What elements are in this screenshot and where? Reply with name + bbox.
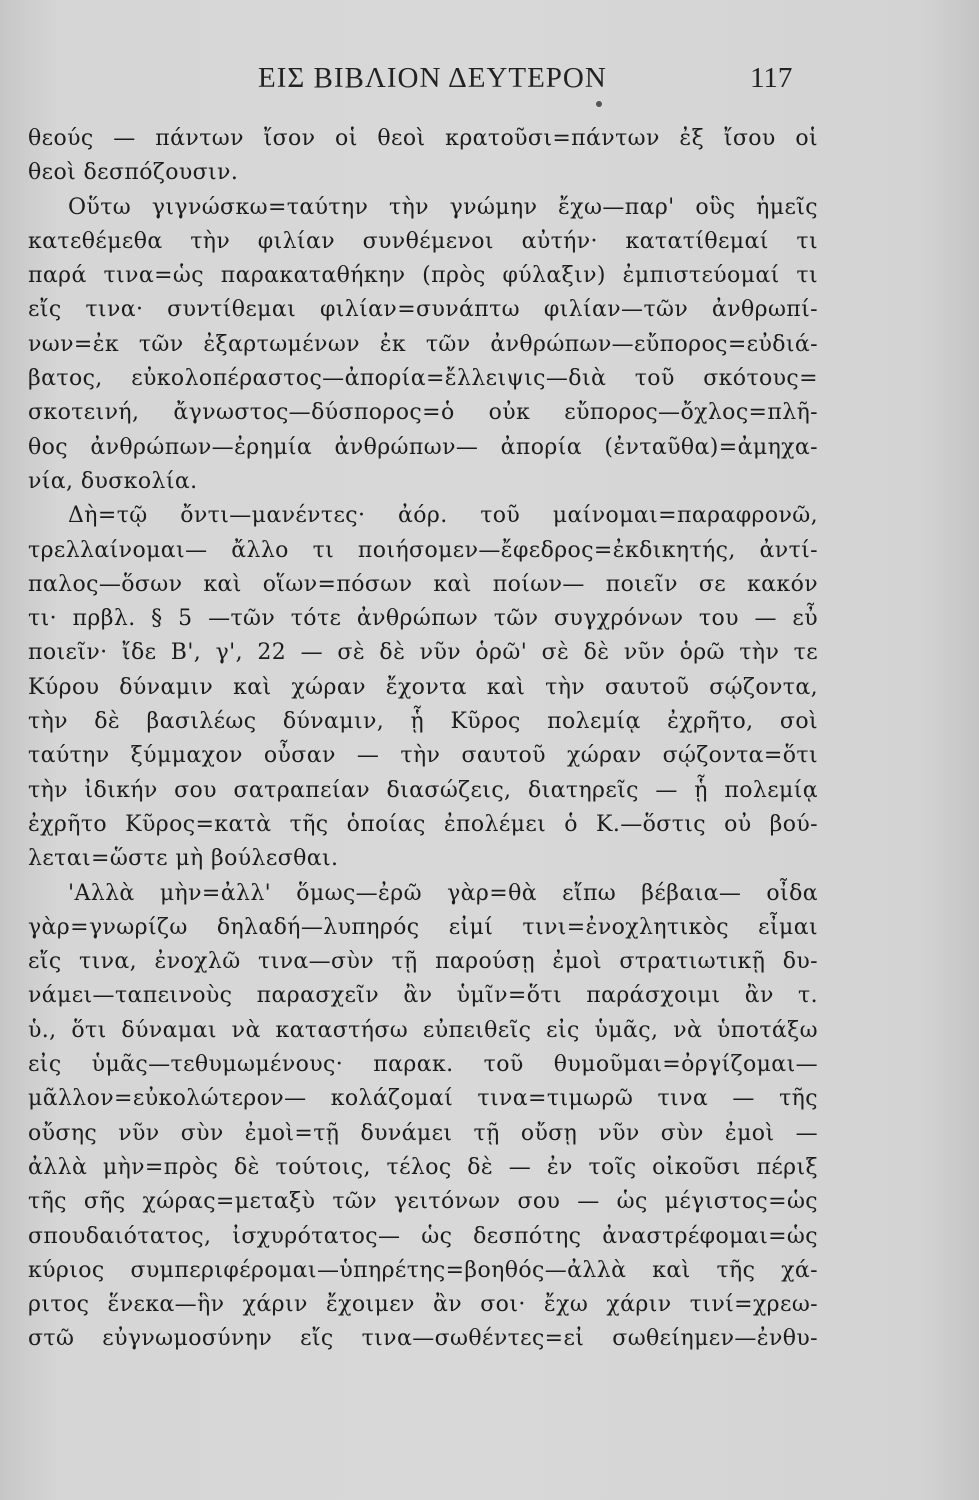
text-line: θεούς — πάντων ἴσον οἱ θεοὶ κρατοῦσι=πάντων ἐξ ἴσου οἱ	[28, 126, 818, 151]
running-head	[0, 62, 979, 102]
text-line: νία, δυσκολία.	[28, 468, 198, 494]
page-number: 117	[750, 62, 793, 94]
text-line: ὑ., ὅτι δύναμαι νὰ καταστήσω εὐπειθεῖς εἰς ὑμᾶς, νὰ ὑποτάξω	[28, 1017, 818, 1043]
text-line: μᾶλλον=εὐκολώτερον— κολάζομαί τινα=τιμωρῶ τινα — τῆς	[28, 1086, 818, 1112]
text-line: εἰς ὑμᾶς—τεθυμωμένους· παρακ. τοῦ θυμοῦμαι=ὀργίζομαι—	[28, 1052, 818, 1078]
text-line: Κύρου δύναμιν καὶ χώραν ἔχοντα καὶ τὴν σαυτοῦ σῴζοντα,	[28, 674, 818, 700]
text-line: νάμει—ταπεινοὺς παρασχεῖν ἂν ὑμῖν=ὅτι παράσχοιμι ἂν τ.	[28, 983, 818, 1009]
text-line: θεοὶ δεσπόζουσιν.	[28, 160, 239, 186]
text-line: ριτος ἕνεκα—ἣν χάριν ἔχοιμεν ἂν σοι· ἔχω χάριν τινί=χρεω-	[28, 1292, 818, 1318]
text-line: κύριος συμπεριφέρομαι—ὑπηρέτης=βοηθός—ἀλλὰ καὶ τῆς χά-	[28, 1257, 818, 1283]
print-speck	[596, 101, 602, 107]
text-line: τὴν δὲ βασιλέως δύναμιν, ᾗ Κῦρος πολεμίᾳ ἐχρῆτο, σοὶ	[28, 709, 818, 735]
text-line: σπουδαιότατος, ἰσχυρότατος— ὡς δεσπότης ἀναστρέφομαι=ὡς	[28, 1223, 818, 1249]
text-line: τρελλαίνομαι— ἄλλο τι ποιήσομεν—ἔφεδρος=ἐκδικητής, ἀντί-	[28, 537, 818, 563]
text-line: σκοτεινή, ἄγνωστος—δύσπορος=ὁ οὐκ εὔπορος—ὄχλος=πλῆ-	[28, 400, 818, 426]
text-line: παλος—ὅσων καὶ οἵων=πόσων καὶ ποίων— ποιεῖν σε κακόν	[28, 571, 818, 597]
text-line: ἀλλὰ μὴν=πρὸς δὲ τούτοις, τέλος δὲ — ἐν τοῖς οἰκοῦσι πέριξ	[28, 1154, 818, 1180]
text-line: εἴς τινα· συντίθεμαι φιλίαν=συνάπτω φιλίαν—τῶν ἀνθρωπί-	[28, 297, 818, 323]
text-line: τῆς σῆς χώρας=μεταξὺ τῶν γειτόνων σου — ὡς μέγιστος=ὡς	[28, 1189, 818, 1215]
text-line: ἐχρῆτο Κῦρος=κατὰ τῆς ὁποίας ἐπολέμει ὁ Κ.—ὅστις οὐ βού-	[28, 811, 818, 837]
text-line: Δὴ=τῷ ὄντι—μανέντες· ἀόρ. τοῦ μαίνομαι=παραφρονῶ,	[68, 503, 818, 529]
text-line: 'Αλλὰ μὴν=ἀλλ' ὅμως—ἐρῶ γὰρ=θὰ εἴπω βέβαια— οἶδα	[68, 880, 818, 906]
text-line: θος ἀνθρώπων—ἐρημία ἀνθρώπων— ἀπορία (ἐνταῦθα)=ἀμηχα-	[28, 434, 818, 460]
text-line: παρά τινα=ὡς παρακαταθήκην (πρὸς φύλαξιν) ἐμπιστεύομαί τι	[28, 263, 818, 289]
text-line: βατος, εὐκολοπέραστος—ἀπορία=ἔλλειψις—διὰ τοῦ σκότους=	[28, 366, 818, 392]
text-line: Οὕτω γιγνώσκω=ταύτην τὴν γνώμην ἔχω—παρ' οὓς ἡμεῖς	[68, 194, 818, 220]
text-line: τὴν ἰδικήν σου σατραπείαν διασώζεις, διατηρεῖς — ᾗ πολεμίᾳ	[28, 777, 818, 803]
text-line: οὔσης νῦν σὺν ἐμοὶ=τῇ δυνάμει τῇ οὔσῃ νῦν σὺν ἐμοὶ —	[28, 1120, 818, 1146]
text-line: ταύτην ξύμμαχον οὖσαν — τὴν σαυτοῦ χώραν σῴζοντα=ὅτι	[28, 743, 818, 769]
text-line: νων=ἐκ τῶν ἐξαρτωμένων ἐκ τῶν ἀνθρώπων—εὔπορος=εὐδιά-	[28, 331, 818, 357]
text-line: γὰρ=γνωρίζω δηλαδή—λυπηρός εἰμί τινι=ἐνοχλητικὸς εἶμαι	[28, 914, 818, 940]
text-line: στῶ εὐγνωμοσύνην εἴς τινα—σωθέντες=εἰ σωθείημεν—ἐνθυ-	[28, 1326, 818, 1352]
text-line: ποιεῖν· ἴδε Β', γ', 22 — σὲ δὲ νῦν ὁρῶ' σὲ δὲ νῦν ὁρῶ τὴν τε	[28, 640, 818, 666]
text-line: τι· πρβλ. § 5 —τῶν τότε ἀνθρώπων τῶν συγχρόνων του — εὖ	[28, 606, 818, 632]
text-line: εἴς τινα, ἐνοχλῶ τινα—σὺν τῇ παρούσῃ ἐμοὶ στρατιωτικῇ δυ-	[28, 949, 818, 975]
running-title: ΕΙΣ ΒΙΒΛΙΟΝ ΔΕΥΤΕΡΟΝ	[258, 62, 607, 94]
commentary-text	[28, 122, 818, 1357]
text-line: λεται=ὥστε μὴ βούλεσθαι.	[28, 846, 339, 872]
text-line: κατεθέμεθα τὴν φιλίαν συνθέμενοι αὐτήν· κατατίθεμαί τι	[28, 228, 818, 254]
